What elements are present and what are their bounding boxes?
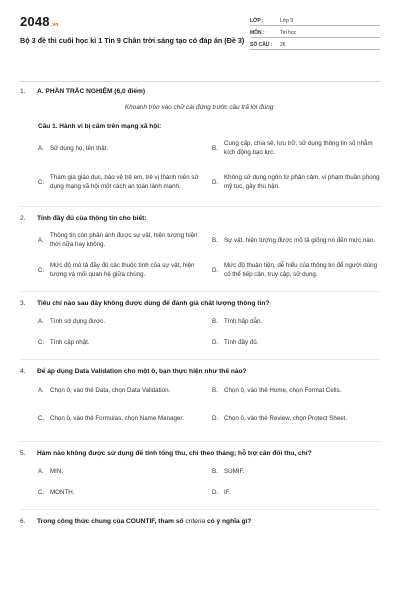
meta-box [250,14,380,70]
option-a[interactable] [38,382,206,402]
option-b[interactable] [212,382,380,402]
question-title-pre: Trong công thức chung của COUNTIF, tham số [37,517,186,525]
question-5-options [20,468,380,498]
option-c[interactable] [38,260,206,282]
question-title: Tính đầy đủ của thông tin cho biết: [37,215,147,222]
option-text: SUMIF. [224,467,245,475]
option-letter: B. [212,467,218,475]
document-title: Bộ 3 đề thi cuối học kì 1 Tin 9 Chân trời sáng tạo có đáp án (Đề 3) [20,36,245,45]
question-2-options [20,230,380,282]
option-d[interactable] [212,339,380,348]
option-letter: C. [38,178,45,186]
option-text: MIN. [50,467,64,475]
option-a[interactable] [38,318,206,327]
option-text: Sử dụng họ, tên thật. [50,144,109,152]
option-letter: A. [38,387,44,395]
question-4-options [20,382,380,430]
option-a[interactable] [38,468,206,477]
section-1-heading [20,88,380,95]
meta-count-row [250,40,380,50]
option-c[interactable] [38,489,206,498]
question-title: Tiêu chí nào sau đây không được dùng để đánh giá chất lượng thông tin? [37,300,270,307]
option-d[interactable] [212,410,380,430]
option-letter: C. [38,266,45,274]
option-letter: D. [212,178,219,186]
option-text: Tính đầy đủ. [224,338,259,346]
question-4-heading [20,359,380,375]
header-left [20,14,250,70]
option-text: Thông tin còn phản ánh được sự vật, hiện tượng hiện thời nữa hay không. [50,232,198,248]
question-1-options [20,136,380,196]
option-a[interactable] [38,136,206,162]
option-text: Cung cấp, chia sẻ, lưu trữ, sử dụng thông tin số nhằm kích động bạo lực. [224,140,373,156]
option-b[interactable] [212,136,380,162]
option-c[interactable] [38,410,206,430]
question-number: 4. [20,367,26,375]
option-b[interactable] [212,318,380,327]
question-title-criteria: criteria [185,517,206,525]
question-2-heading [20,206,380,222]
question-3-heading [20,291,380,307]
question-3-options [20,318,380,348]
option-letter: A. [38,467,44,475]
option-letter: C. [38,488,45,496]
option-text: Tính hấp dẫn. [224,318,263,325]
logo-text: 2048 [20,14,50,29]
meta-class-row [250,16,380,26]
option-text: Chọn ô, vào thẻ Review, chọn Protect Sheet. [224,415,348,423]
instruction-text: Khoanh tròn vào chữ cái đứng trước câu trả lời đúng: [124,104,276,111]
question-6-heading [20,509,380,525]
option-letter: B. [212,144,218,152]
meta-subject-value: Tin học [280,29,297,36]
question-number: 5. [20,449,26,457]
page-header [20,0,380,70]
option-text: Tham gia giáo dục, bảo vệ trẻ em, trẻ vị thành niên sử dụng mạng xã hội một cách an toàn lành mạnh. [50,174,199,190]
option-letter: A. [38,144,44,152]
site-logo[interactable] [20,14,250,29]
option-b[interactable] [212,468,380,477]
option-text: Tính sử dụng được. [50,318,105,325]
option-letter: A. [38,318,44,325]
meta-count-label: SỐ CÂU : [250,41,273,48]
question-5-heading [20,441,380,457]
option-letter: B. [212,236,218,244]
meta-subject-row [250,28,380,38]
option-d[interactable] [212,170,380,196]
option-a[interactable] [38,230,206,252]
question-1-text: Câu 1. Hành vi bị cấm trên mạng xã hội: [38,123,162,130]
option-text: Mức độ mô tả đầy đủ các thuộc tính của sự vật, hiện tượng và mối quan hệ giữa chúng. [50,262,195,278]
exam-content [20,83,380,525]
option-letter: B. [212,318,218,325]
option-letter: D. [212,488,219,496]
option-c[interactable] [38,170,206,196]
option-text: Sự vật, hiện tượng được mô tả giống nó đến mức nào. [224,236,375,244]
option-text: Chọn ô, vào thẻ Formulas, chọn Name Manager. [50,415,184,423]
option-d[interactable] [212,260,380,282]
option-d[interactable] [212,489,380,498]
question-title: Hàm nào không được sử dụng để tính tổng thu, chi theo tháng; hỗ trợ cân đối thu, chi? [37,449,312,457]
option-text: Tính cập nhật. [50,338,90,346]
option-letter: C. [38,338,45,346]
meta-count-value: 26 [280,41,286,48]
option-b[interactable] [212,230,380,252]
option-letter: D. [212,266,219,274]
option-c[interactable] [38,339,206,348]
option-letter: A. [38,236,44,244]
meta-class-label: LỚP : [250,17,264,24]
question-number: 6. [20,517,26,525]
option-letter: B. [212,387,218,395]
option-text: Chọn ô, vào thẻ Data, chọn Data Validation. [50,387,171,395]
option-text: MONTH. [50,488,75,496]
question-number: 2. [20,215,26,222]
question-title: Để áp dụng Data Validation cho một ô, bạn thực hiện như thế nào? [37,367,247,375]
option-letter: D. [212,415,219,423]
question-title-post: có ý nghĩa gì? [205,517,252,525]
option-text: Chọn ô, vào thẻ Home, chọn Format Cells. [224,387,342,395]
meta-class-value: Lớp 9 [280,17,294,24]
option-letter: C. [38,415,45,423]
section-number: 1. [20,88,26,95]
section-title: A. PHẦN TRẮC NGHIỆM (6,0 điểm) [37,88,146,95]
question-number: 3. [20,300,26,307]
header-divider [20,81,380,82]
logo-domain: .vn [50,22,59,28]
option-text: Mức độ thuận tiện, dễ hiểu của thông tin để người dùng có thể tiếp cận, truy cập, sử dụng. [224,262,378,278]
option-letter: D. [212,338,219,346]
option-text: Không sử dụng ngôn từ phản cảm, vi phạm thuần phong mỹ tục, gây thù hận. [224,174,380,190]
option-text: IF. [224,488,231,496]
question-title [37,518,251,525]
meta-subject-label: MÔN : [250,29,265,36]
